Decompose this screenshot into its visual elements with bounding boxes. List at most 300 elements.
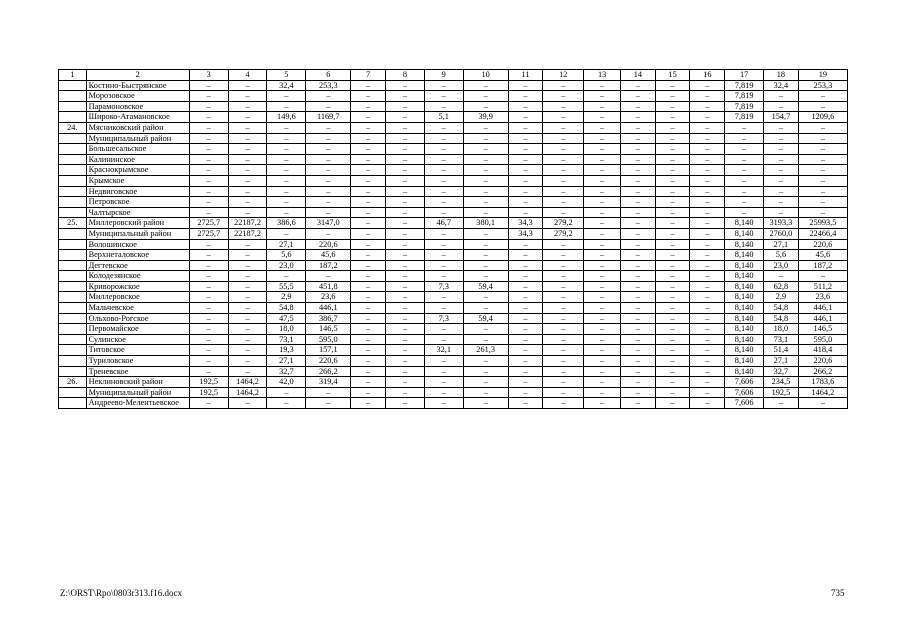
value-cell: – xyxy=(764,271,799,282)
value-cell: – xyxy=(424,175,463,186)
value-cell: – xyxy=(543,356,584,367)
value-cell: – xyxy=(508,91,543,102)
value-cell: – xyxy=(189,112,228,123)
value-cell: – xyxy=(621,345,656,356)
value-cell: 1464,2 xyxy=(798,387,847,398)
value-cell: – xyxy=(508,260,543,271)
value-cell: 7,819 xyxy=(725,112,764,123)
value-cell: – xyxy=(189,345,228,356)
value-cell: – xyxy=(267,144,306,155)
value-cell: – xyxy=(725,207,764,218)
value-cell: 7,819 xyxy=(725,80,764,91)
value-cell: – xyxy=(508,324,543,335)
value-cell: 253,3 xyxy=(306,80,351,91)
value-cell: – xyxy=(690,175,725,186)
value-cell: – xyxy=(306,133,351,144)
value-cell: – xyxy=(189,80,228,91)
value-cell: – xyxy=(463,122,508,133)
value-cell: – xyxy=(386,218,425,229)
value-cell: 8,140 xyxy=(725,345,764,356)
value-cell: 54,8 xyxy=(267,303,306,314)
value-cell: 34,3 xyxy=(508,218,543,229)
row-number xyxy=(59,186,87,197)
column-number: 5 xyxy=(267,70,306,81)
row-number xyxy=(59,281,87,292)
value-cell: – xyxy=(508,398,543,409)
value-cell: – xyxy=(621,186,656,197)
value-cell: 23,0 xyxy=(764,260,799,271)
value-cell: 5,6 xyxy=(267,250,306,261)
value-cell: – xyxy=(306,271,351,282)
column-number: 6 xyxy=(306,70,351,81)
table-row xyxy=(59,324,848,335)
value-cell: 27,1 xyxy=(267,356,306,367)
value-cell: – xyxy=(306,101,351,112)
value-cell: – xyxy=(621,356,656,367)
value-cell: – xyxy=(351,80,386,91)
value-cell: – xyxy=(655,345,690,356)
value-cell: – xyxy=(228,313,267,324)
value-cell: 23,0 xyxy=(267,260,306,271)
value-cell: – xyxy=(306,207,351,218)
value-cell: – xyxy=(386,356,425,367)
value-cell: – xyxy=(228,91,267,102)
value-cell: – xyxy=(764,144,799,155)
value-cell: – xyxy=(386,377,425,388)
value-cell: – xyxy=(690,154,725,165)
row-number xyxy=(59,91,87,102)
value-cell: 220,6 xyxy=(798,356,847,367)
value-cell: 7,819 xyxy=(725,91,764,102)
value-cell: 8,140 xyxy=(725,281,764,292)
value-cell: 8,140 xyxy=(725,366,764,377)
value-cell: – xyxy=(463,334,508,345)
value-cell: – xyxy=(463,292,508,303)
value-cell: – xyxy=(386,228,425,239)
value-cell: – xyxy=(189,260,228,271)
value-cell: – xyxy=(725,133,764,144)
row-number xyxy=(59,80,87,91)
value-cell: – xyxy=(798,122,847,133)
value-cell: 5,6 xyxy=(764,250,799,261)
value-cell: 22466,4 xyxy=(798,228,847,239)
value-cell: – xyxy=(655,239,690,250)
value-cell: – xyxy=(351,218,386,229)
value-cell: – xyxy=(655,91,690,102)
value-cell: – xyxy=(386,345,425,356)
value-cell: – xyxy=(798,91,847,102)
value-cell: – xyxy=(386,112,425,123)
value-cell: 220,6 xyxy=(306,239,351,250)
value-cell: – xyxy=(351,175,386,186)
value-cell: 7,3 xyxy=(424,281,463,292)
territory-name: Краснокрымское xyxy=(86,165,189,176)
value-cell: 266,2 xyxy=(306,366,351,377)
column-number: 7 xyxy=(351,70,386,81)
value-cell: – xyxy=(386,292,425,303)
territory-name: Андреево-Мелентьевское xyxy=(86,398,189,409)
value-cell: – xyxy=(463,175,508,186)
value-cell: 386,7 xyxy=(306,313,351,324)
territory-name: Титовское xyxy=(86,345,189,356)
value-cell: – xyxy=(621,250,656,261)
value-cell: 23,6 xyxy=(306,292,351,303)
value-cell: – xyxy=(584,260,621,271)
value-cell: – xyxy=(386,366,425,377)
value-cell: – xyxy=(584,144,621,155)
value-cell: – xyxy=(228,133,267,144)
value-cell: – xyxy=(584,154,621,165)
row-number xyxy=(59,260,87,271)
row-number xyxy=(59,356,87,367)
value-cell: – xyxy=(584,377,621,388)
header-row xyxy=(59,70,848,81)
value-cell: 32,7 xyxy=(764,366,799,377)
value-cell: – xyxy=(690,292,725,303)
table-row xyxy=(59,313,848,324)
value-cell: – xyxy=(764,175,799,186)
value-cell: – xyxy=(386,398,425,409)
value-cell: – xyxy=(189,154,228,165)
value-cell: – xyxy=(543,133,584,144)
value-cell: – xyxy=(463,239,508,250)
value-cell: – xyxy=(189,324,228,335)
value-cell: – xyxy=(690,207,725,218)
value-cell: – xyxy=(424,207,463,218)
value-cell: 62,8 xyxy=(764,281,799,292)
value-cell: – xyxy=(764,154,799,165)
value-cell: 2760,0 xyxy=(764,228,799,239)
row-number xyxy=(59,112,87,123)
column-number: 3 xyxy=(189,70,228,81)
value-cell: – xyxy=(543,165,584,176)
value-cell: – xyxy=(655,377,690,388)
table-row xyxy=(59,345,848,356)
value-cell: – xyxy=(690,228,725,239)
table-row xyxy=(59,281,848,292)
value-cell: – xyxy=(584,228,621,239)
value-cell: – xyxy=(725,144,764,155)
value-cell: – xyxy=(621,101,656,112)
value-cell: – xyxy=(690,303,725,314)
row-number xyxy=(59,334,87,345)
value-cell: – xyxy=(655,186,690,197)
value-cell: – xyxy=(351,387,386,398)
value-cell: 18,0 xyxy=(764,324,799,335)
value-cell: – xyxy=(584,112,621,123)
value-cell: 261,3 xyxy=(463,345,508,356)
value-cell: 253,3 xyxy=(798,80,847,91)
value-cell: – xyxy=(267,271,306,282)
row-number xyxy=(59,345,87,356)
value-cell: – xyxy=(655,366,690,377)
value-cell: – xyxy=(543,207,584,218)
page-number: 735 xyxy=(831,588,845,598)
column-number: 14 xyxy=(621,70,656,81)
row-number xyxy=(59,228,87,239)
value-cell: – xyxy=(508,377,543,388)
row-number xyxy=(59,154,87,165)
value-cell: – xyxy=(424,292,463,303)
value-cell: – xyxy=(690,122,725,133)
value-cell: – xyxy=(690,186,725,197)
table-row xyxy=(59,303,848,314)
value-cell: – xyxy=(655,175,690,186)
table-row xyxy=(59,80,848,91)
territory-name: Миллеровский район xyxy=(86,218,189,229)
value-cell: – xyxy=(621,387,656,398)
value-cell: – xyxy=(584,165,621,176)
table-row xyxy=(59,207,848,218)
value-cell: – xyxy=(621,91,656,102)
row-number xyxy=(59,165,87,176)
value-cell: – xyxy=(690,250,725,261)
territory-name: Петровское xyxy=(86,197,189,208)
value-cell: – xyxy=(386,239,425,250)
value-cell: – xyxy=(306,154,351,165)
value-cell: – xyxy=(543,175,584,186)
value-cell: – xyxy=(189,175,228,186)
value-cell: – xyxy=(655,101,690,112)
value-cell: – xyxy=(543,377,584,388)
value-cell: – xyxy=(584,250,621,261)
value-cell: 7,606 xyxy=(725,398,764,409)
value-cell: 451,8 xyxy=(306,281,351,292)
value-cell: – xyxy=(584,175,621,186)
value-cell: – xyxy=(508,133,543,144)
value-cell: – xyxy=(690,387,725,398)
value-cell: – xyxy=(655,197,690,208)
value-cell: 73,1 xyxy=(267,334,306,345)
value-cell: – xyxy=(386,122,425,133)
value-cell: – xyxy=(543,366,584,377)
value-cell: – xyxy=(267,197,306,208)
value-cell: – xyxy=(690,377,725,388)
value-cell: – xyxy=(228,144,267,155)
column-number: 9 xyxy=(424,70,463,81)
value-cell: – xyxy=(424,334,463,345)
value-cell: 19,3 xyxy=(267,345,306,356)
value-cell: – xyxy=(690,366,725,377)
value-cell: – xyxy=(543,303,584,314)
value-cell: – xyxy=(621,112,656,123)
value-cell: 55,5 xyxy=(267,281,306,292)
table-row xyxy=(59,356,848,367)
value-cell: – xyxy=(386,303,425,314)
value-cell: 380,1 xyxy=(463,218,508,229)
value-cell: – xyxy=(306,387,351,398)
value-cell: – xyxy=(621,239,656,250)
value-cell: – xyxy=(725,122,764,133)
value-cell: – xyxy=(351,250,386,261)
value-cell: – xyxy=(543,144,584,155)
table-row xyxy=(59,218,848,229)
value-cell: – xyxy=(798,197,847,208)
value-cell: – xyxy=(463,144,508,155)
value-cell: – xyxy=(351,271,386,282)
value-cell: – xyxy=(386,154,425,165)
value-cell: – xyxy=(463,80,508,91)
value-cell: – xyxy=(424,387,463,398)
territory-name: Недвиговское xyxy=(86,186,189,197)
value-cell: – xyxy=(584,366,621,377)
value-cell: – xyxy=(228,207,267,218)
value-cell: – xyxy=(228,101,267,112)
table-row xyxy=(59,122,848,133)
value-cell: 266,2 xyxy=(798,366,847,377)
value-cell: 8,140 xyxy=(725,303,764,314)
value-cell: – xyxy=(351,345,386,356)
value-cell: – xyxy=(655,133,690,144)
value-cell: 27,1 xyxy=(764,239,799,250)
value-cell: – xyxy=(306,91,351,102)
value-cell: 8,140 xyxy=(725,313,764,324)
value-cell: – xyxy=(463,324,508,335)
value-cell: – xyxy=(351,154,386,165)
value-cell: 8,140 xyxy=(725,356,764,367)
value-cell: – xyxy=(189,366,228,377)
value-cell: – xyxy=(584,186,621,197)
value-cell: – xyxy=(655,260,690,271)
value-cell: – xyxy=(621,313,656,324)
value-cell: – xyxy=(351,313,386,324)
value-cell: – xyxy=(424,303,463,314)
value-cell: – xyxy=(543,250,584,261)
value-cell: – xyxy=(508,175,543,186)
value-cell: – xyxy=(267,154,306,165)
value-cell: – xyxy=(351,377,386,388)
territory-name: Первомайское xyxy=(86,324,189,335)
value-cell: – xyxy=(508,271,543,282)
value-cell: – xyxy=(189,250,228,261)
row-number xyxy=(59,292,87,303)
value-cell: – xyxy=(351,207,386,218)
value-cell: – xyxy=(725,186,764,197)
value-cell: – xyxy=(267,186,306,197)
value-cell: – xyxy=(543,112,584,123)
value-cell: – xyxy=(463,366,508,377)
value-cell: – xyxy=(306,122,351,133)
value-cell: – xyxy=(543,281,584,292)
value-cell: – xyxy=(424,122,463,133)
value-cell: – xyxy=(764,165,799,176)
value-cell: 32,4 xyxy=(267,80,306,91)
value-cell: – xyxy=(508,334,543,345)
row-number xyxy=(59,250,87,261)
value-cell: – xyxy=(351,91,386,102)
value-cell: – xyxy=(306,186,351,197)
value-cell: – xyxy=(690,101,725,112)
value-cell: – xyxy=(189,186,228,197)
row-number xyxy=(59,313,87,324)
value-cell: – xyxy=(543,154,584,165)
value-cell: – xyxy=(508,250,543,261)
value-cell: – xyxy=(584,218,621,229)
value-cell: – xyxy=(655,324,690,335)
value-cell: – xyxy=(228,122,267,133)
value-cell: 54,8 xyxy=(764,313,799,324)
value-cell: – xyxy=(508,154,543,165)
value-cell: – xyxy=(228,197,267,208)
table-row xyxy=(59,133,848,144)
value-cell: 54,8 xyxy=(764,303,799,314)
value-cell: 7,3 xyxy=(424,313,463,324)
value-cell: – xyxy=(621,154,656,165)
value-cell: – xyxy=(621,80,656,91)
value-cell: – xyxy=(424,398,463,409)
value-cell: – xyxy=(351,260,386,271)
value-cell: – xyxy=(351,324,386,335)
value-cell: – xyxy=(584,303,621,314)
value-cell: – xyxy=(189,292,228,303)
value-cell: 42,0 xyxy=(267,377,306,388)
value-cell: – xyxy=(386,260,425,271)
value-cell: – xyxy=(351,133,386,144)
value-cell: 234,5 xyxy=(764,377,799,388)
row-number xyxy=(59,101,87,112)
value-cell: 8,140 xyxy=(725,218,764,229)
value-cell: – xyxy=(351,366,386,377)
value-cell: – xyxy=(584,356,621,367)
value-cell: – xyxy=(463,260,508,271)
value-cell: – xyxy=(306,144,351,155)
value-cell: 59,4 xyxy=(463,281,508,292)
value-cell: 220,6 xyxy=(306,356,351,367)
territory-name: Муниципальный район xyxy=(86,387,189,398)
value-cell: – xyxy=(543,292,584,303)
value-cell: – xyxy=(584,239,621,250)
value-cell: – xyxy=(690,218,725,229)
value-cell: – xyxy=(543,313,584,324)
value-cell: 146,5 xyxy=(306,324,351,335)
value-cell: – xyxy=(508,186,543,197)
value-cell: – xyxy=(424,366,463,377)
value-cell: – xyxy=(424,197,463,208)
territory-name: Муниципальный район xyxy=(86,133,189,144)
column-number: 8 xyxy=(386,70,425,81)
value-cell: 319,4 xyxy=(306,377,351,388)
value-cell: – xyxy=(351,186,386,197)
value-cell: – xyxy=(189,356,228,367)
value-cell: – xyxy=(621,324,656,335)
row-number xyxy=(59,303,87,314)
value-cell: – xyxy=(386,250,425,261)
row-number xyxy=(59,387,87,398)
value-cell: – xyxy=(189,101,228,112)
value-cell: – xyxy=(189,91,228,102)
value-cell: – xyxy=(798,271,847,282)
value-cell: – xyxy=(424,101,463,112)
value-cell: – xyxy=(189,271,228,282)
value-cell: – xyxy=(764,197,799,208)
table-row xyxy=(59,154,848,165)
column-number: 15 xyxy=(655,70,690,81)
value-cell: 192,5 xyxy=(189,377,228,388)
value-cell: – xyxy=(463,303,508,314)
value-cell: – xyxy=(798,133,847,144)
value-cell: – xyxy=(543,324,584,335)
value-cell: – xyxy=(189,144,228,155)
value-cell: – xyxy=(690,239,725,250)
value-cell: – xyxy=(508,144,543,155)
table-row xyxy=(59,334,848,345)
value-cell: – xyxy=(621,366,656,377)
table-row xyxy=(59,144,848,155)
value-cell: – xyxy=(621,133,656,144)
value-cell: – xyxy=(424,271,463,282)
value-cell: – xyxy=(463,91,508,102)
row-number: 25. xyxy=(59,218,87,229)
